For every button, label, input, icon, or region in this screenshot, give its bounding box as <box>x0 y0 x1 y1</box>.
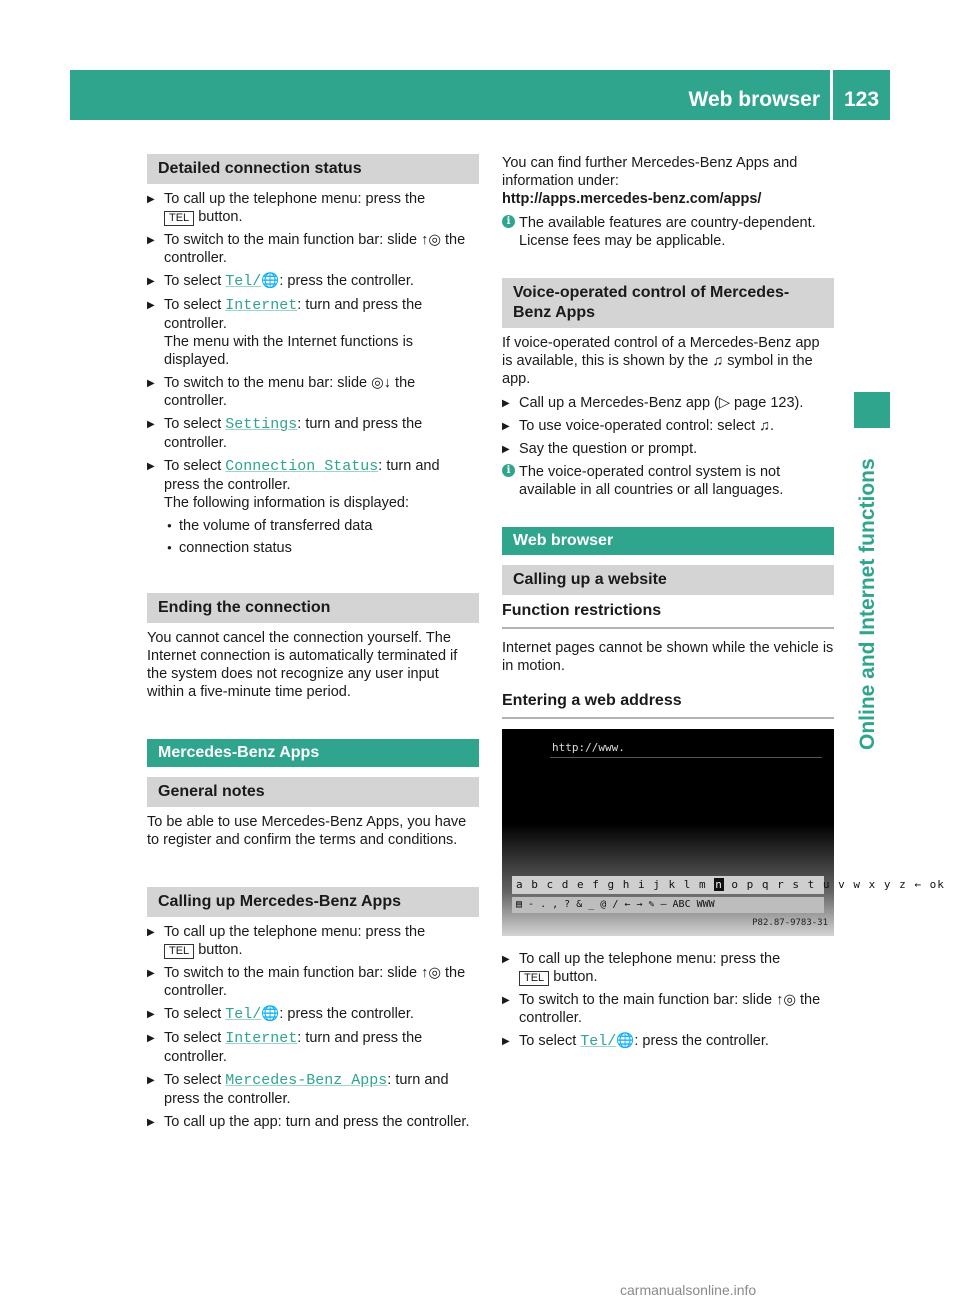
menu-item-settings: Settings <box>225 416 298 433</box>
menu-item-connection-status: Connection Status <box>225 458 379 475</box>
step: ▶ To switch to the main function bar: slide ↑◎ the controller. <box>147 964 479 1000</box>
step: ▶ To call up the telephone menu: press the TEL button. <box>502 950 834 986</box>
page-number: 123 <box>843 88 880 111</box>
section-tab-label: Online and Internet functions <box>856 458 879 750</box>
display-screenshot <box>502 729 945 936</box>
step: ▶ To select Tel/🌐: press the controller. <box>147 272 479 291</box>
tel-key-icon: TEL <box>519 971 549 986</box>
info-note: i The voice-operated control system is not available in all countries or all languages. <box>502 463 834 499</box>
image-code: P82.87-9783-31 <box>752 918 828 928</box>
chapter-title: Web browser <box>688 88 820 111</box>
menu-item-tel: Tel/ <box>580 1033 617 1050</box>
menu-item-internet: Internet <box>225 1030 298 1047</box>
step: ▶ To switch to the menu bar: slide ◎↓ the controller. <box>147 374 479 410</box>
step: ▶ To call up the app: turn and press the controller. <box>147 1113 479 1131</box>
step: ▶ To call up the telephone menu: press the TEL button. <box>147 190 479 226</box>
step: ▶ To select Mercedes-Benz Apps: turn and press the controller. <box>147 1071 479 1108</box>
screen-url-field: http://www. <box>552 741 625 754</box>
heading-general-notes: General notes <box>147 777 479 807</box>
globe-icon: 🌐 <box>616 1033 635 1049</box>
paragraph: If voice-operated control of a Mercedes-Benz app is available, this is shown by the ♫ symbol in the app. <box>502 335 820 387</box>
left-column <box>147 154 479 1136</box>
step: ▶ To use voice-operated control: select ♫. <box>502 417 834 435</box>
bullet-item: ● connection status <box>147 539 479 557</box>
side-tab-marker <box>854 392 890 428</box>
step: ▶ To select Connection Status: turn and press the controller. The following information is displayed: <box>147 457 479 512</box>
paragraph: Internet pages cannot be shown while the vehicle is in motion. <box>502 640 834 674</box>
heading-entering-web-address: Entering a web address <box>502 691 834 719</box>
info-icon: i <box>502 215 515 228</box>
page-header <box>70 70 890 120</box>
info-note: i The available features are country-dependent. License fees may be applicable. <box>502 214 834 250</box>
heading-calling-up-website: Calling up a website <box>502 565 834 595</box>
step: ▶ Say the question or prompt. <box>502 440 834 458</box>
selected-character: n <box>715 878 723 891</box>
heading-function-restrictions: Function restrictions <box>502 601 834 629</box>
paragraph: You can find further Mercedes-Benz Apps and information under: http://apps.mercedes-benz.com/apps/ <box>502 155 798 207</box>
menu-item-internet: Internet <box>225 297 298 314</box>
bullet-item: ● the volume of transferred data <box>147 517 479 535</box>
screen-character-bar: a b c d e f g h i j k l m n o p q r s t u v w x y z ← ok <box>512 876 824 894</box>
heading-voice-control: Voice-operated control of Mercedes-Benz Apps <box>502 278 834 328</box>
menu-item-mercedes-benz-apps: Mercedes-Benz Apps <box>225 1072 388 1089</box>
paragraph: To be able to use Mercedes-Benz Apps, you have to register and confirm the terms and conditions. <box>147 814 467 848</box>
step: ▶ To select Tel/🌐: press the controller. <box>147 1005 479 1024</box>
globe-icon: 🌐 <box>261 273 280 289</box>
globe-icon: 🌐 <box>261 1006 280 1022</box>
heading-detailed-connection-status: Detailed connection status <box>147 154 479 184</box>
heading-web-browser: Web browser <box>502 527 834 555</box>
step: ▶ To select Internet: turn and press the controller. <box>147 1029 479 1066</box>
tel-key-icon: TEL <box>164 944 194 959</box>
screen-symbol-bar: ▤ - . , ? & _ @ / ← → ✎ — ABC WWW <box>512 897 824 913</box>
step: ▶ To switch to the main function bar: slide ↑◎ the controller. <box>147 231 479 267</box>
step: ▶ To switch to the main function bar: slide ↑◎ the controller. <box>502 991 834 1027</box>
menu-item-tel: Tel/ <box>225 273 262 290</box>
heading-calling-up-apps: Calling up Mercedes-Benz Apps <box>147 887 479 917</box>
heading-mercedes-benz-apps: Mercedes-Benz Apps <box>147 739 479 767</box>
watermark: carmanualsonline.info <box>620 1282 757 1298</box>
step: ▶ To call up the telephone menu: press the TEL button. <box>147 923 479 959</box>
step: ▶ To select Tel/🌐: press the controller. <box>502 1032 834 1051</box>
step: ▶ To select Settings: turn and press the controller. <box>147 415 479 452</box>
heading-ending-connection: Ending the connection <box>147 593 479 623</box>
step: ▶ Call up a Mercedes-Benz app (▷ page 123). <box>502 394 834 412</box>
menu-item-tel: Tel/ <box>225 1006 262 1023</box>
paragraph: You cannot cancel the connection yourself. The Internet connection is automatically terminated if the system does not recognize any user input within a five-minute time period. <box>147 630 458 700</box>
step: ▶ To select Internet: turn and press the controller. The menu with the Internet functions is displayed. <box>147 296 479 369</box>
apps-url: http://apps.mercedes-benz.com/apps/ <box>502 191 762 207</box>
tel-key-icon: TEL <box>164 211 194 226</box>
info-icon: i <box>502 464 515 477</box>
